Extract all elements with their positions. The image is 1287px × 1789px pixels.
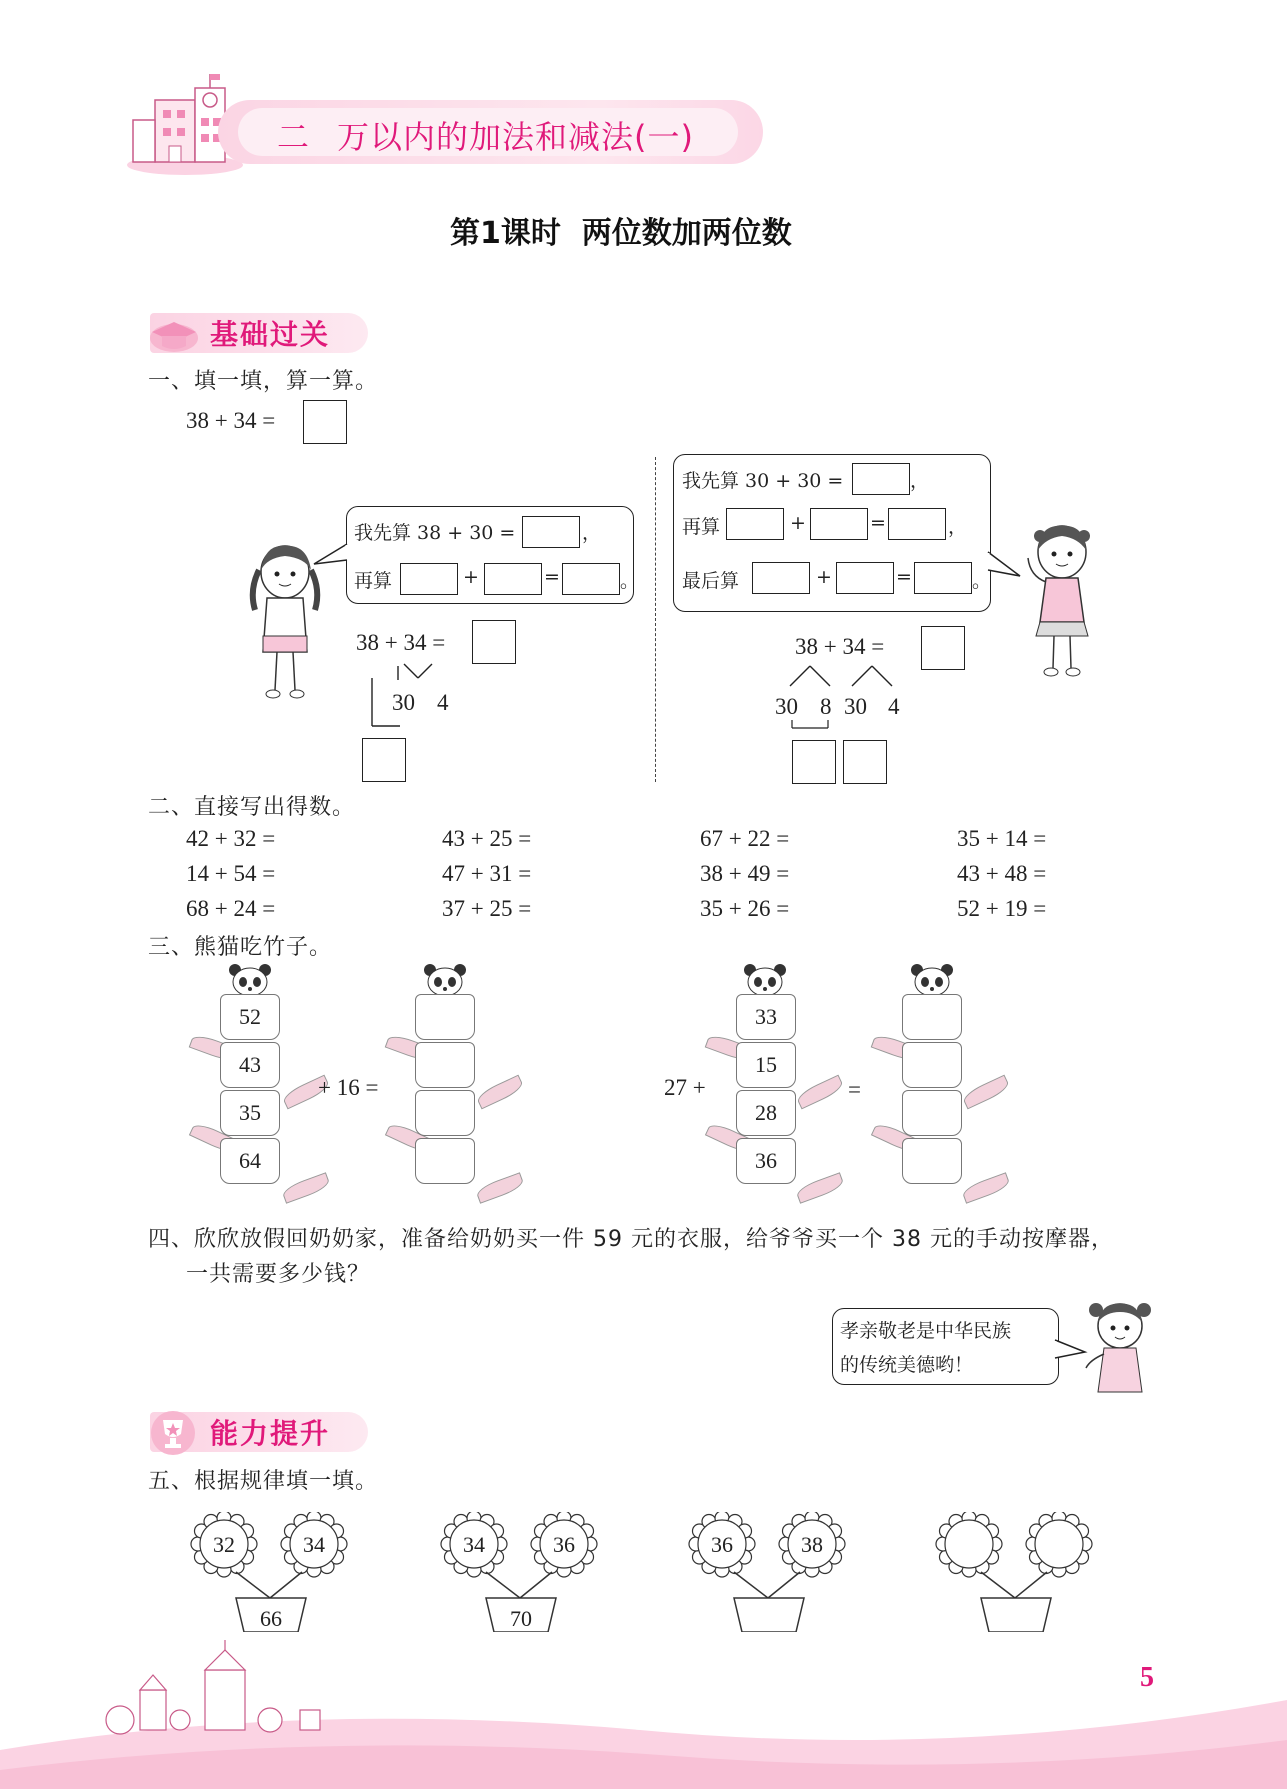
right-answer-box-2[interactable] [726,508,784,540]
section-basic-label: 基础过关 [210,318,331,351]
bamboo-answer-segment[interactable] [415,1090,475,1136]
left-answer-box-4[interactable] [562,563,620,595]
left-answer-box-2[interactable] [400,563,458,595]
left-split-b: 4 [437,690,449,715]
bamboo-answer-segment[interactable] [902,1138,962,1184]
bamboo-segment: 52 [220,994,280,1040]
left-bubble-tail [312,540,352,570]
left-expr-answer-box[interactable] [472,620,516,664]
flower-pot [190,1512,390,1632]
q1-expr: 38 + 34 = [186,408,276,433]
q2-item: 38 + 49 = [700,861,790,886]
left-split-answer-box[interactable] [362,738,406,782]
right-split-2: 8 [820,694,832,719]
left-equals: = [544,566,560,588]
right-line2-equals: = [870,512,886,534]
q2-item: 43 + 48 = [957,861,1047,886]
q3-right-op: 27 + [664,1075,706,1100]
bamboo-segment: 15 [736,1042,796,1088]
right-line1-prefix: 我先算 30 + 30 = [682,470,844,492]
panda-icon [907,962,957,996]
q3-prompt: 三、熊猫吃竹子。 [148,935,333,960]
bottom-wave-decoration [0,1640,1287,1789]
flower-pot [688,1512,888,1632]
section-advanced-label: 能力提升 [210,1417,331,1450]
q2-item: 43 + 25 = [442,826,532,851]
right-split-connectors [790,718,910,742]
flower-number-right: 34 [303,1532,325,1557]
girl-waving-illustration-icon [1020,518,1100,683]
left-line2-prefix: 再算 [354,570,393,592]
left-expr: 38 + 34 = [356,630,446,655]
right-expr: 38 + 34 = [795,634,885,659]
right-answer-box-6[interactable] [836,562,894,594]
right-split-3: 30 [844,694,867,719]
bamboo-answer-segment[interactable] [902,994,962,1040]
chapter-title: 万以内的加法和减法(一) [337,118,694,156]
q1-prompt: 一、填一填，算一算。 [148,369,379,394]
q3-left-op: + 16 = [318,1075,379,1100]
flower-number-left: 36 [711,1532,733,1557]
right-split-1: 30 [775,694,798,719]
q2-item: 52 + 19 = [957,896,1047,921]
q2-item: 47 + 31 = [442,861,532,886]
right-line3-end: 。 [972,570,992,592]
flower-pot-drawing [935,1512,1135,1632]
right-split-answer-box-2[interactable] [843,740,887,784]
bamboo-segment: 28 [736,1090,796,1136]
left-line1-prefix: 我先算 38 + 30 = [354,522,516,544]
right-line2-prefix: 再算 [682,516,721,538]
right-answer-box-3[interactable] [810,508,868,540]
q2-item: 35 + 26 = [700,896,790,921]
bamboo-segment: 64 [220,1138,280,1184]
page-number: 5 [1140,1662,1154,1693]
right-answer-box-7[interactable] [914,562,972,594]
right-line2-end: ， [948,516,968,538]
graduation-cap-icon [148,314,200,354]
q4-prompt-line2: 一共需要多少钱？ [186,1262,371,1287]
bamboo-segment: 35 [220,1090,280,1136]
flower-number-left: 32 [213,1532,235,1557]
right-answer-box-1[interactable] [852,463,910,495]
bamboo-segment: 43 [220,1042,280,1088]
q2-item: 42 + 32 = [186,826,276,851]
left-split-a: 30 [392,690,415,715]
bamboo-answer-segment[interactable] [415,1042,475,1088]
left-answer-box-3[interactable] [484,563,542,595]
bamboo-segment: 33 [736,994,796,1040]
bamboo-answer-segment[interactable] [902,1090,962,1136]
bamboo-segment: 36 [736,1138,796,1184]
left-plus: + [463,566,479,588]
left-split-bracket [360,666,420,736]
right-split-4: 4 [888,694,900,719]
right-line3-equals: = [896,566,912,588]
q2-item: 67 + 22 = [700,826,790,851]
bamboo-answer-segment[interactable] [902,1042,962,1088]
flower-pot [440,1512,640,1632]
left-end: 。 [620,570,640,592]
left-line1-suffix: ， [582,522,602,544]
lesson-title: 第1课时 两位数加两位数 [450,216,792,251]
panda-icon [225,962,275,996]
flower-number-left: 34 [463,1532,485,1557]
right-line2-plus: + [790,512,806,534]
pot-sum: 66 [260,1606,282,1631]
panda-icon [740,962,790,996]
chapter-header [125,70,785,180]
q4-bubble-line1: 孝亲敬老是中华民族 [840,1320,1012,1342]
q2-item: 14 + 54 = [186,861,276,886]
right-line1-suffix: ， [910,470,930,492]
q4-bubble-line2: 的传统美德哟！ [840,1354,974,1376]
trophy-icon [150,1410,196,1456]
panda-icon [420,962,470,996]
right-answer-box-4[interactable] [888,508,946,540]
flower-number-right: 38 [801,1532,823,1557]
left-answer-box-1[interactable] [522,516,580,548]
bamboo-answer-segment[interactable] [415,994,475,1040]
q2-item: 68 + 24 = [186,896,276,921]
q4-prompt-line1: 四、欣欣放假回奶奶家，准备给奶奶买一件 59 元的衣服，给爷爷买一个 38 元的手动按摩器， [148,1227,1114,1252]
right-line3-plus: + [816,566,832,588]
right-answer-box-5[interactable] [752,562,810,594]
q3-right-eq: = [848,1077,861,1102]
q2-item: 37 + 25 = [442,896,532,921]
chapter-number: 二 [277,118,310,156]
divider [655,457,656,782]
flower-pot [935,1512,1135,1632]
child-illustration-icon [1082,1296,1160,1396]
right-split-answer-box-1[interactable] [792,740,836,784]
q2-prompt: 二、直接写出得数。 [148,795,356,820]
right-line3-prefix: 最后算 [682,570,740,592]
bamboo-answer-segment[interactable] [415,1138,475,1184]
q5-prompt: 五、根据规律填一填。 [148,1469,379,1494]
flower-number-right: 36 [553,1532,575,1557]
pot-sum: 70 [510,1606,532,1631]
q1-answer-box[interactable] [303,400,347,444]
flower-pot-drawing [688,1512,888,1632]
q2-item: 35 + 14 = [957,826,1047,851]
